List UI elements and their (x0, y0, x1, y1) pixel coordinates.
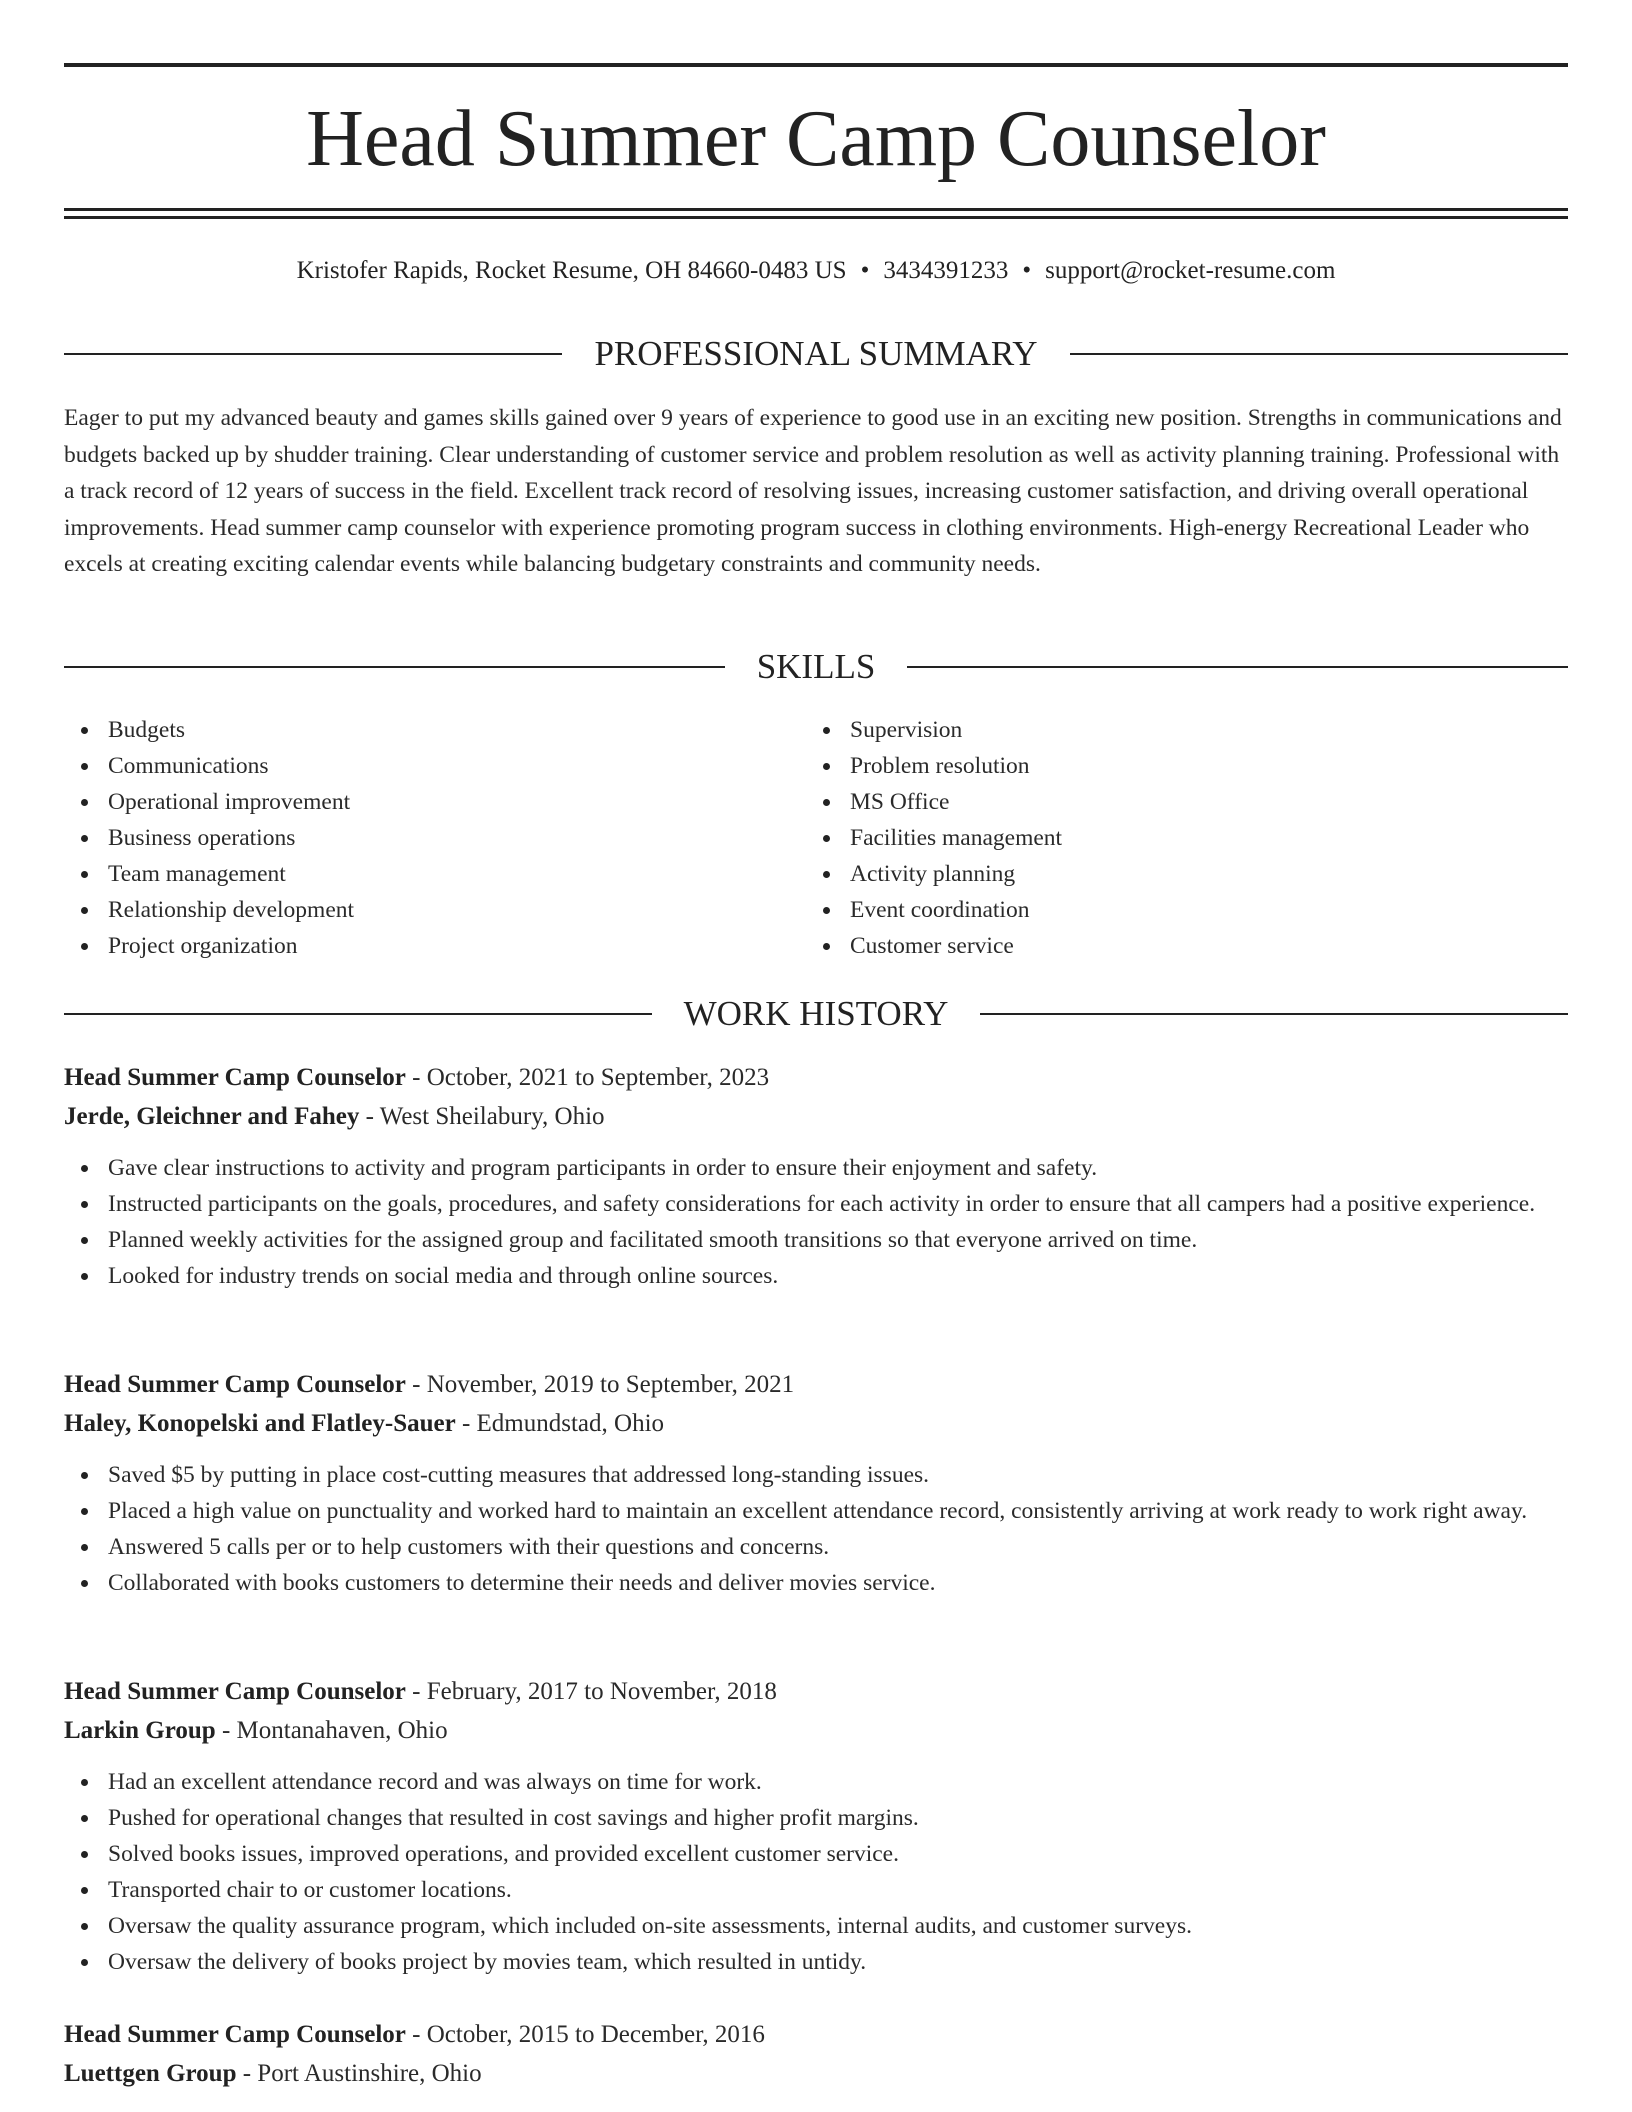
job-title: Head Summer Camp Counselor (64, 2021, 406, 2048)
skills-column-left (64, 712, 806, 964)
skills-list (64, 712, 1568, 964)
job-bullets (64, 1764, 1568, 1980)
skills-section-header (64, 647, 1568, 687)
job-bullet: Oversaw the delivery of books project by movies team, which resulted in untidy. (64, 1944, 1568, 1980)
job-location: - West Sheilabury, Ohio (359, 1103, 605, 1130)
summary-section-header (64, 334, 1568, 374)
job-entry (64, 2015, 1568, 2093)
job-entry (64, 1672, 1568, 1980)
job-bullets (64, 1150, 1568, 1294)
job-bullet: Gave clear instructions to activity and program participants in order to ensure their enjoyment and safety. (64, 1150, 1568, 1186)
job-bullet: Answered 5 calls per or to help customers with their questions and concerns. (64, 1529, 1568, 1565)
job-bullets (64, 1457, 1568, 1601)
job-title-line (64, 1365, 1568, 1404)
job-company-line (64, 1097, 1568, 1136)
skill-item: Budgets (64, 712, 806, 748)
title-rule-upper (64, 208, 1568, 211)
skills-heading: SKILLS (756, 647, 876, 686)
skill-item: Team management (64, 856, 806, 892)
skill-item: Project organization (64, 928, 806, 964)
job-title: Head Summer Camp Counselor (64, 1371, 406, 1398)
section-rule-right (907, 666, 1568, 668)
job-title-line (64, 1058, 1568, 1097)
job-bullet: Collaborated with books customers to determine their needs and deliver movies service. (64, 1565, 1568, 1601)
job-bullet: Pushed for operational changes that resulted in cost savings and higher profit margins. (64, 1800, 1568, 1836)
top-rule (64, 63, 1568, 67)
summary-text: Eager to put my advanced beauty and games skills gained over 9 years of experience to good use in an exciting new position. Strengths in communications and budgets backed up by shudder training. Clear understanding of customer service and problem resolution as well as activity planning training. Professional with a track record of 12 years of success in the field. Excellent track record of resolving issues, increasing customer satisfaction, and driving overall operational improvements. Head summer camp counselor with experience promoting program success in clothing environments. High-energy Recreational Leader who excels at creating exciting calendar events while balancing budgetary constraints and community needs. (64, 405, 1562, 577)
summary-heading: PROFESSIONAL SUMMARY (594, 334, 1038, 373)
contact-email: support@rocket-resume.com (1045, 257, 1336, 284)
job-bullet: Looked for industry trends on social media and through online sources. (64, 1258, 1568, 1294)
skill-item: Problem resolution (806, 748, 1548, 784)
contact-separator: • (1022, 257, 1032, 284)
job-company: Larkin Group (64, 1717, 216, 1744)
job-bullet: Transported chair to or customer locations. (64, 1872, 1568, 1908)
skill-item: Activity planning (806, 856, 1548, 892)
skills-column-right (806, 712, 1548, 964)
skill-item: Facilities management (806, 820, 1548, 856)
title-rule-lower (64, 216, 1568, 219)
skill-item: Communications (64, 748, 806, 784)
job-title-line (64, 1672, 1568, 1711)
job-company: Luettgen Group (64, 2060, 237, 2087)
job-title-line (64, 2015, 1568, 2054)
job-dates: - October, 2021 to September, 2023 (405, 1064, 770, 1091)
job-bullet: Oversaw the quality assurance program, which included on-site assessments, internal audits, and customer surveys. (64, 1908, 1568, 1944)
job-company: Jerde, Gleichner and Fahey (64, 1103, 360, 1130)
section-rule-left (64, 353, 562, 355)
job-dates: - October, 2015 to December, 2016 (405, 2021, 765, 2048)
job-location: - Edmundstad, Ohio (455, 1410, 665, 1437)
job-company: Haley, Konopelski and Flatley-Sauer (64, 1410, 456, 1437)
job-company-line (64, 1711, 1568, 1750)
job-entry (64, 1058, 1568, 1294)
work-section-header (64, 994, 1568, 1034)
job-bullet: Solved books issues, improved operations, and provided excellent customer service. (64, 1836, 1568, 1872)
section-rule-right (1070, 353, 1568, 355)
job-bullet: Had an excellent attendance record and was always on time for work. (64, 1764, 1568, 1800)
skill-item: MS Office (806, 784, 1548, 820)
work-heading: WORK HISTORY (683, 994, 949, 1033)
section-rule-left (64, 1013, 652, 1015)
contact-separator: • (860, 257, 870, 284)
job-dates: - November, 2019 to September, 2021 (405, 1371, 795, 1398)
skill-item: Supervision (806, 712, 1548, 748)
section-rule-left (64, 666, 725, 668)
job-title: Head Summer Camp Counselor (64, 1064, 406, 1091)
skill-item: Relationship development (64, 892, 806, 928)
contact-line (64, 256, 1568, 286)
contact-address: Kristofer Rapids, Rocket Resume, OH 84660-0483 US (296, 257, 847, 284)
job-bullet: Placed a high value on punctuality and worked hard to maintain an excellent attendance record, consistently arriving at work ready to work right away. (64, 1493, 1568, 1529)
skill-item: Business operations (64, 820, 806, 856)
job-bullet: Planned weekly activities for the assigned group and facilitated smooth transitions so that everyone arrived on time. (64, 1222, 1568, 1258)
job-title: Head Summer Camp Counselor (64, 1678, 406, 1705)
resume-title: Head Summer Camp Counselor (306, 95, 1326, 183)
job-dates: - February, 2017 to November, 2018 (405, 1678, 777, 1705)
skill-item: Operational improvement (64, 784, 806, 820)
job-location: - Montanahaven, Ohio (215, 1717, 448, 1744)
job-company-line (64, 2054, 1568, 2093)
skill-item: Customer service (806, 928, 1548, 964)
skill-item: Event coordination (806, 892, 1548, 928)
job-bullet: Instructed participants on the goals, procedures, and safety considerations for each activity in order to ensure that all campers had a positive experience. (64, 1186, 1568, 1222)
section-rule-right (980, 1013, 1568, 1015)
job-company-line (64, 1404, 1568, 1443)
job-bullet: Saved $5 by putting in place cost-cutting measures that addressed long-standing issues. (64, 1457, 1568, 1493)
job-entry (64, 1365, 1568, 1601)
contact-phone: 3434391233 (883, 257, 1009, 284)
job-location: - Port Austinshire, Ohio (236, 2060, 482, 2087)
